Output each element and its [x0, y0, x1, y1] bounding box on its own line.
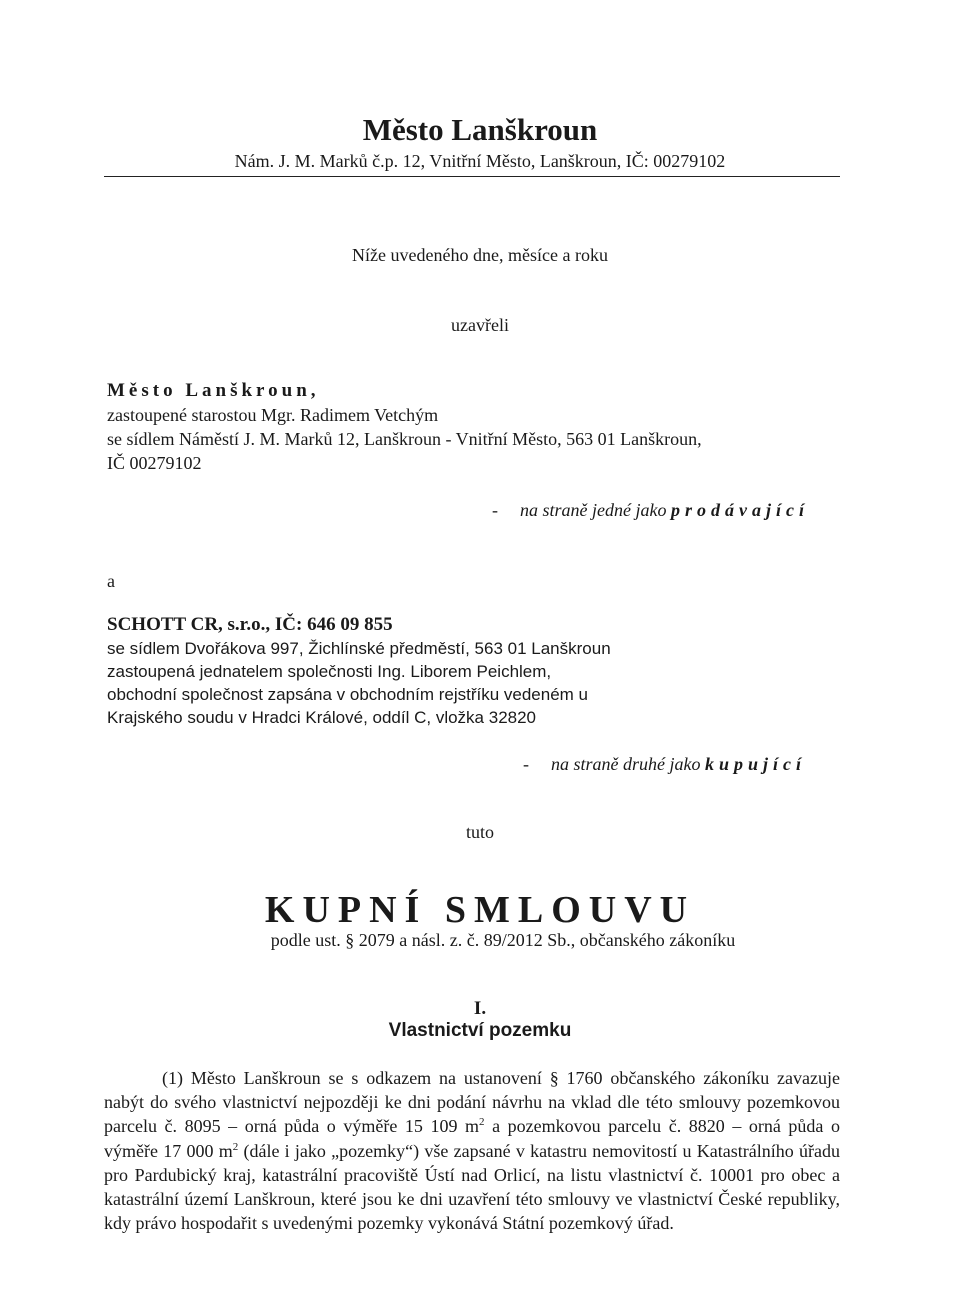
section-paragraph	[104, 1066, 840, 1235]
contract-subtitle: podle ust. § 2079 a násl. z. č. 89/2012 Sb., občanského zákoníku	[270, 930, 736, 950]
seller-seat: se sídlem Náměstí J. M. Marků 12, Lanškroun - Vnitřní Město, 563 01 Lanškroun,	[107, 429, 702, 449]
seller-name: Město Lanškroun,	[107, 380, 320, 401]
conjunction-and: a	[107, 571, 115, 591]
paragraph-text: (dále i jako „pozemky“) vše zapsané v katastru nemovitostí u Katastrálního úřadu pro Pardubický kraj, katastrální pracoviště Ústí nad Orlicí, na listu vlastnictví č. 10001 pro obec a katastrální území Lanškroun, které jsou ke dni uzavření této smlouvy ve vlastnictví České republiky, kdy právo hospodařit s uvedenými pozemky vykonává Státní pozemkový úřad.	[104, 1140, 840, 1234]
superscript: 2	[232, 1140, 239, 1153]
letterhead-rule	[104, 176, 840, 177]
buyer-role	[523, 754, 806, 775]
seller-representative: zastoupené starostou Mgr. Radimem Vetchým	[107, 405, 439, 425]
seller-role-dash: -	[492, 500, 498, 520]
letterhead-title: Město Lanškroun	[362, 112, 598, 147]
seller-role-keyword: prodávající	[670, 500, 809, 520]
buyer-name: SCHOTT CR, s.r.o., IČ: 646 09 855	[107, 614, 393, 635]
buyer-role-keyword: kupující	[704, 754, 806, 774]
intro-line: Níže uvedeného dne, měsíce a roku	[352, 245, 608, 265]
section-title: Vlastnictví pozemku	[388, 1020, 572, 1041]
buyer-role-dash: -	[523, 754, 529, 774]
buyer-line: zastoupená jednatelem společnosti Ing. Liborem Peichlem,	[107, 662, 552, 681]
paragraph-text: (1) Město Lanškroun se s odkazem na ustanovení § 1760 občanského zákoníku zavazuje nabýt do svého vlastnictví nejpozději ke dni podání návrhu na vklad dle této smlouvy pozemkovou parcelu č. 8095 – orná půda o výměře 15 109 m	[104, 1068, 840, 1137]
buyer-line: Krajského soudu v Hradci Králové, oddíl C, vložka 32820	[107, 708, 537, 727]
letterhead-address: Nám. J. M. Marků č.p. 12, Vnitřní Město, Lanškroun, IČ: 00279102	[234, 151, 726, 171]
this-word: tuto	[465, 822, 494, 842]
buyer-line: obchodní společnost zapsána v obchodním rejstříku vedeném u	[107, 685, 589, 704]
seller-role-text: na straně jedné jako	[520, 500, 667, 520]
contract-title: KUPNÍ SMLOUVU	[264, 889, 696, 931]
section-number: I.	[473, 998, 487, 1019]
seller-id: IČ 00279102	[107, 453, 202, 473]
intro-concluded: uzavřeli	[451, 315, 509, 335]
buyer-role-text: na straně druhé jako	[551, 754, 701, 774]
seller-role	[492, 500, 809, 521]
superscript: 2	[479, 1116, 485, 1129]
buyer-line: se sídlem Dvořákova 997, Žichlínské předměstí, 563 01 Lanškroun	[107, 639, 611, 658]
paragraph-text: a pozemkovou parcelu č. 8820 – orná půda o výměře 17 000 m	[104, 1116, 840, 1161]
